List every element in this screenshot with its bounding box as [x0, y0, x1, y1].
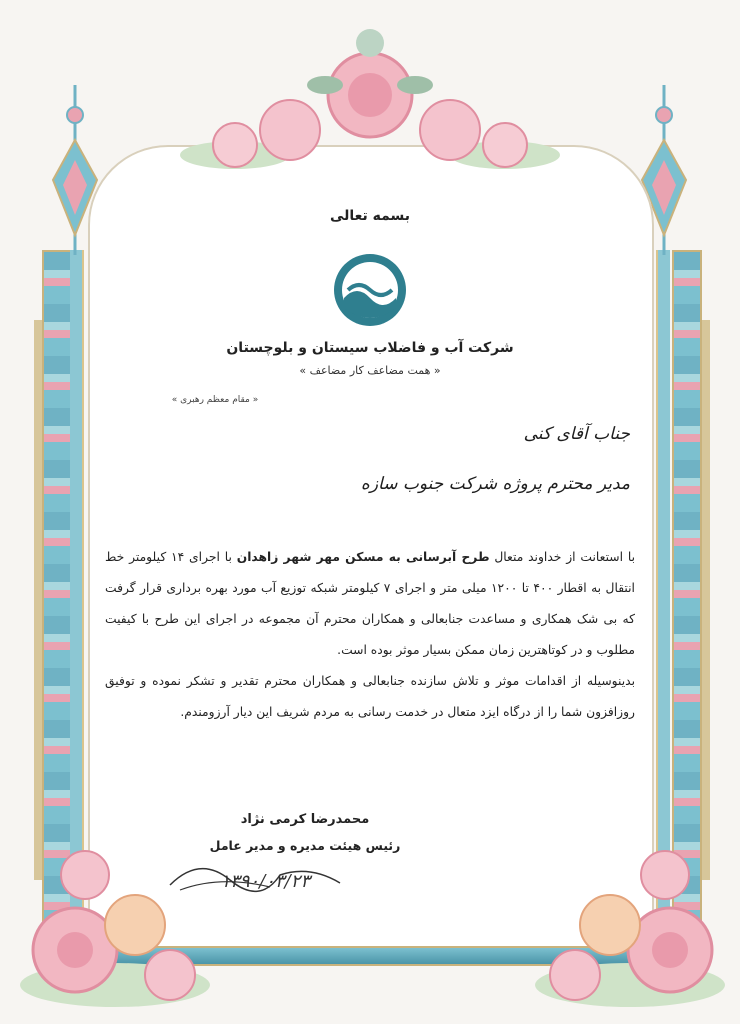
paragraph-text: با استعانت از خداوند متعال	[489, 550, 636, 564]
bismillah-heading: بسمه تعالی	[329, 208, 411, 224]
letter-body	[105, 542, 635, 728]
signature-date: ۱۳۹۰/۰۳/۲۳	[220, 871, 310, 892]
motto-line: « همت مضاعف کار مضاعف »	[299, 364, 441, 377]
signer-name: محمدرضا کرمی نژاد	[240, 812, 370, 827]
project-name: طرح آبرسانی به مسکن مهر شهر زاهدان	[236, 550, 490, 564]
letter-paragraph: بدینوسیله از اقدامات موثر و تلاش سازنده جنابعالی و همکاران محترم تقدیر و تشکر نموده و توفیق روزافزون شما را از درگاه ایزد متعال در خدمت رسانی به مردم شریف این دیار آرزومندم.	[105, 674, 635, 719]
signer-title: رئیس هیئت مدیره و مدیر عامل	[209, 838, 401, 853]
top-flower-garland	[175, 25, 565, 185]
water-company-logo	[330, 250, 410, 330]
paragraph-text: با اجرای ۱۴ کیلومتر خط انتقال به اقطار ۴۰۰ تا ۱۲۰۰ میلی متر و اجرای ۷ کیلومتر شبکه توزیع آب مورد بهره برداری قرار گرفت که بی شک همکاری و مساعدت جنابعالی و همکاران محترم آن مجموعه در اجرای این طرح با کیفیت مطلوب و در کوتاهترین زمان ممکن بسیار موثر بوده است.	[105, 550, 635, 657]
bottom-right-flowers	[520, 835, 730, 1015]
letter-paragraph	[105, 542, 635, 666]
addressee-name: جناب آقای کنی	[523, 424, 630, 444]
motto-source: « مقام معظم رهبری »	[171, 395, 259, 405]
handwritten-signature	[160, 845, 420, 905]
company-name: شرکت آب و فاضلاب سیستان و بلوچستان	[226, 340, 514, 356]
addressee-title: مدیر محترم پروژه شرکت جنوب سازه	[360, 474, 630, 494]
